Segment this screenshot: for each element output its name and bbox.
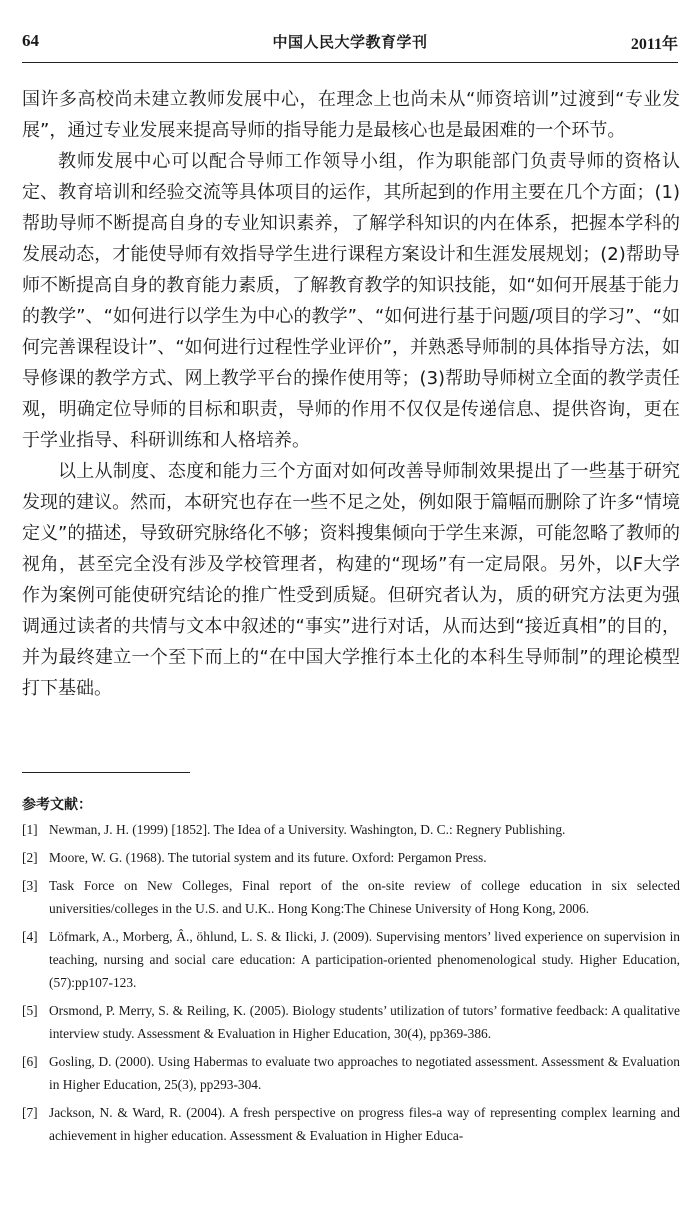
reference-number: [3]	[22, 878, 38, 893]
body-text	[22, 84, 680, 704]
paragraph-teacher-development-center: 教师发展中心可以配合导师工作领导小组，作为职能部门负责导师的资格认定、教育培训和经验交流等具体项目的运作，其所起到的作用主要在几个方面；(1)帮助导师不断提高自身的专业知识素养，了解学科知识的内在体系，把握本学科的发展动态，才能使导师有效指导学生进行课程方案设计和生涯发展规划；(2)帮助导师不断提高自身的教育能力素质，了解教育教学的知识技能，如“如何开展基于能力的教学”、“如何进行以学生为中心的教学”、“如何进行基于问题/项目的学习”、“如何完善课程设计”、“如何进行过程性学业评价”，并熟悉导师制的具体指导方法，如导修课的教学方式、网上教学平台的操作使用等；(3)帮助导师树立全面的教学责任观，明确定位导师的目标和职责，导师的作用不仅仅是传递信息、提供咨询，更在于学业指导、科研训练和人格培养。	[22, 151, 680, 451]
reference-item	[22, 846, 680, 869]
references-heading: 参考文献：	[22, 797, 92, 813]
reference-text: Orsmond, P. Merry, S. & Reiling, K. (2005). Biology students’ utilization of tutors’ formative feedback: A qualitative interview study. Assessment & Evaluation in Higher Education, 30(4), pp369-386.	[49, 1003, 680, 1041]
page-number: 64	[22, 31, 39, 50]
publication-year: 2011年	[630, 36, 678, 53]
journal-title: 中国人民大学教育学刊	[272, 33, 428, 51]
reference-number: [4]	[22, 929, 38, 944]
reference-list	[22, 818, 680, 1152]
reference-number: [7]	[22, 1105, 38, 1120]
reference-number: [2]	[22, 850, 38, 865]
reference-number: [1]	[22, 822, 38, 837]
reference-text: Moore, W. G. (1968). The tutorial system and its future. Oxford: Pergamon Press.	[49, 850, 487, 865]
reference-number: [5]	[22, 1003, 38, 1018]
reference-item	[22, 999, 680, 1045]
reference-number: [6]	[22, 1054, 38, 1069]
reference-item	[22, 874, 680, 920]
paragraph-conclusion: 以上从制度、态度和能力三个方面对如何改善导师制效果提出了一些基于研究发现的建议。然而，本研究也存在一些不足之处，例如限于篇幅而删除了许多“情境定义”的描述，导致研究脉络化不够；资料搜集倾向于学生来源，可能忽略了教师的视角，甚至完全没有涉及学校管理者，构建的“现场”有一定局限。另外，以F大学作为案例可能使研究结论的推广性受到质疑。但研究者认为，质的研究方法更为强调通过读者的共情与文本中叙述的“事实”进行对话，从而达到“接近真相”的目的，并为最终建立一个至下而上的“在中国大学推行本土化的本科生导师制”的理论模型打下基础。	[22, 461, 680, 699]
running-header	[22, 28, 678, 63]
paragraph-continuation: 国许多高校尚未建立教师发展中心，在理念上也尚未从“师资培训”过渡到“专业发展”，通过专业发展来提高导师的指导能力是最核心也是最困难的一个环节。	[22, 89, 680, 141]
reference-item	[22, 1101, 680, 1147]
reference-text: Löfmark, A., Morberg, Â., öhlund, L. S. & Ilicki, J. (2009). Supervising mentors’ lived experience on supervision in teaching, nursing and social care education: A participation-oriented phenomenological study. Higher Education, (57):pp107-123.	[49, 929, 680, 990]
footnote-divider	[22, 772, 190, 773]
reference-text: Jackson, N. & Ward, R. (2004). A fresh perspective on progress files-a way of representing complex learning and achievement in higher education. Assessment & Evaluation in Higher Educa-	[49, 1105, 680, 1143]
reference-text: Task Force on New Colleges, Final report of the on-site review of college education in six selected universities/colleges in the U.S. and U.K.. Hong Kong:The Chinese University of Hong Kong, 2006.	[49, 878, 680, 916]
reference-text: Newman, J. H. (1999) [1852]. The Idea of a University. Washington, D. C.: Regnery Publishing.	[49, 822, 566, 837]
reference-item	[22, 925, 680, 994]
reference-item	[22, 1050, 680, 1096]
reference-text: Gosling, D. (2000). Using Habermas to evaluate two approaches to negotiated assessment. Assessment & Evaluation in Higher Education, 25(3), pp293-304.	[49, 1054, 680, 1092]
reference-item	[22, 818, 680, 841]
